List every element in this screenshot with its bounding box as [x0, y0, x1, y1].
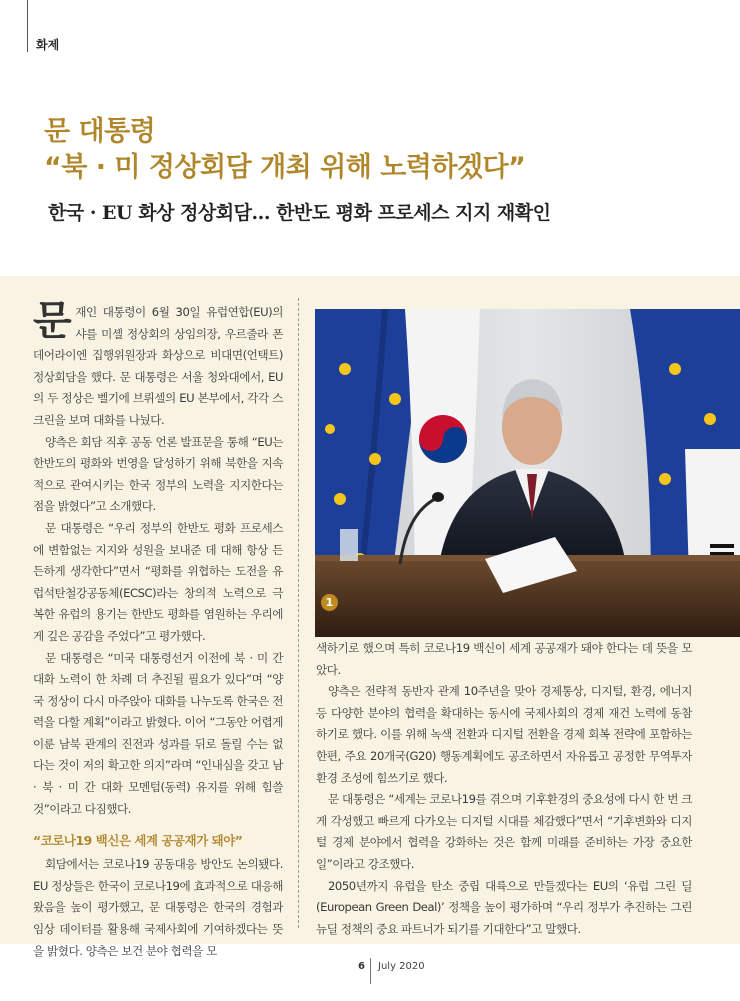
drop-cap: 문 — [33, 298, 72, 344]
article-photo — [315, 309, 740, 637]
headline-line-1: 문 대통령 — [44, 116, 156, 147]
paragraph: 양측은 회담 직후 공동 언론 발표문을 통해 “EU는 한반도의 평화와 번영을 달성하기 위해 북한을 지속적으로 관여시키는 한국 정부의 노력을 지지한다는 점을 밝혔다”고 소개했다. — [33, 434, 283, 514]
column-divider — [298, 298, 299, 928]
paragraph: 문 대통령은 “미국 대통령선거 이전에 북 · 미 간 대화 노력이 한 차례 더 추진될 필요가 있다”며 “양국 정상이 다시 마주앉아 대화를 나누도록 한국은 전력을 다할 계획”이라고 밝혔다. 이어 “그동안 어렵게 이룬 남북 관계의 진전과 성과를 뒤로 돌릴 수는 없다는 것이 저의 확고한 의지”라며 “인내심을 갖고 남 · 북 · 미 간 대화 모멘텀(동력) 유지를 위해 힘쓸 것”이라고 다짐했다. — [33, 650, 283, 816]
right-column — [316, 638, 692, 940]
section-subheading: “코로나19 백신은 세계 공공재가 돼야” — [33, 833, 243, 849]
photo-illustration — [315, 309, 740, 637]
left-column — [33, 298, 283, 962]
paragraph: 문 대통령은 “세계는 코로나19를 겪으며 기후환경의 중요성에 다시 한 번 크게 각성했고 빠르게 다가오는 디지털 시대를 체감했다”면서 “기후변화와 디지털 경제 분야에서 협력을 강화하는 것은 함께 미래를 준비하는 가장 중요한 일”이라고 강조했다. — [316, 792, 692, 871]
paragraph: 문 대통령은 “우리 정부의 한반도 평화 프로세스에 변함없는 지지와 성원을 보내준 데 대해 항상 든든하게 생각한다”면서 “평화를 위협하는 도전을 유럽석탄철강공동체(ECSC)라는 창의적 노력으로 극복한 유럽의 용기는 한반도 평화를 염원하는 우리에게 깊은 공감을 주었다”고 평가했다. — [33, 520, 283, 643]
paragraph: 회담에서는 코로나19 공동대응 방안도 논의됐다. EU 정상들은 한국이 코로나19에 효과적으로 대응해 왔음을 높이 평가했고, 문 대통령은 한국의 경험과 임상 데이터를 활용해 국제사회에 기여하겠다는 뜻을 밝혔다. 양측은 보건 분야 협력을 모 — [33, 857, 283, 958]
section-rule — [27, 0, 28, 52]
subheadline: 한국 · EU 화상 정상회담… 한반도 평화 프로세스 지지 재확인 — [48, 202, 551, 224]
page-number: 6 — [358, 961, 365, 972]
paragraph: 2050년까지 유럽을 탄소 중립 대륙으로 만들겠다는 EU의 ‘유럽 그린 딜(European Green Deal)’ 정책을 높이 평가하며 “우리 정부가 추진하는 그린 뉴딜 정책의 중요 파트너가 되기를 기대한다”고 말했다. — [316, 878, 692, 936]
footer-rule — [370, 958, 371, 984]
section-label: 화제 — [36, 38, 60, 52]
headline — [44, 114, 734, 186]
paragraph-continuation: 색하기로 했으며 특히 코로나19 백신이 세계 공공재가 돼야 한다는 데 뜻을 모았다. — [316, 641, 692, 677]
headline-line-2: “북 · 미 정상회담 개최 위해 노력하겠다” — [44, 152, 526, 183]
photo-number-badge: 1 — [321, 594, 338, 611]
issue-date: July 2020 — [378, 961, 425, 972]
lead-paragraph-text: 재인 대통령이 6월 30일 유럽연합(EU)의 샤를 미셸 정상회의 상임의장, 우르줄라 폰 데어라이엔 집행위원장과 화상으로 비대면(언택트) 정상회담을 했다. 문 대통령은 서울 청와대에서, EU의 두 정상은 벨기에 브뤼셀의 EU 본부에서, 각각 스크린을 보며 대화를 나눴다. — [33, 305, 283, 427]
article-body — [0, 276, 740, 958]
lead-paragraph — [33, 298, 283, 432]
paragraph: 양측은 전략적 동반자 관계 10주년을 맞아 경제통상, 디지털, 환경, 에너지 등 다양한 분야의 협력을 확대하는 동시에 국제사회의 경제 재건 노력에 동참하기로 했다. 이를 위해 녹색 전환과 디지털 전환을 경제 회복 전략에 포함하는 한편, 주요 20개국(G20) 행동계획에도 공조하면서 자유롭고 공정한 무역투자 환경 조성에 힘쓰기로 했다. — [316, 684, 692, 785]
